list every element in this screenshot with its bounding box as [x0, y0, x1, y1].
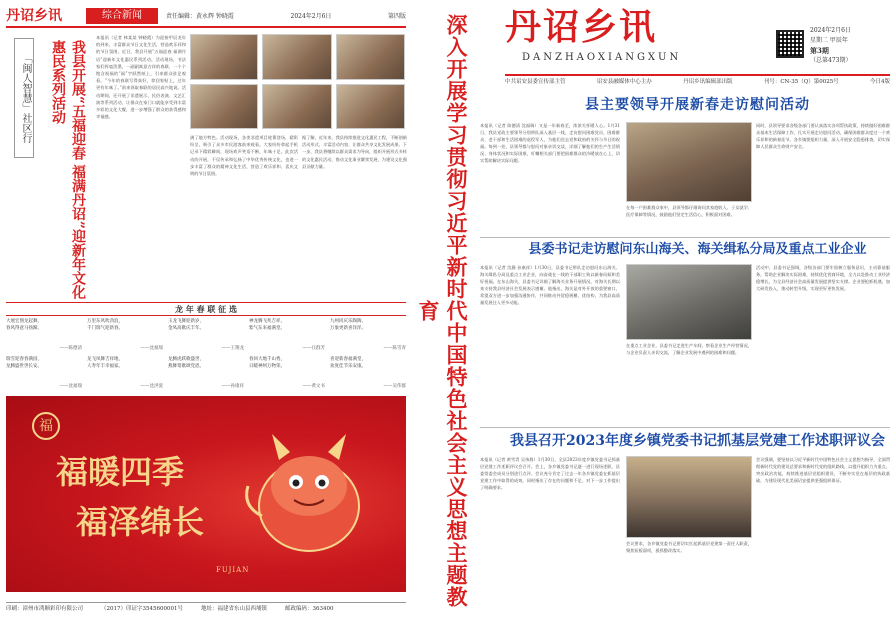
couplet-item: 神龙腾飞兆吉祥， 紫气东来福满堂。 ——汪群芳 — [249, 319, 325, 351]
banner-text-line1: 福暖四季 — [56, 453, 185, 491]
headline-2: 县委书记走访慰问东山海关、海关缉私分局及重点工业企业 — [528, 242, 867, 257]
article2-col3: 活动中，县委书记强调，各级各部门要牢固树立服务意识，主动靠前服务，帮助企业解决实际困难，持续优化营商环境，全力以赴推动工业经济稳增长，为全县经济社会高质量发展提供坚实支撑。企业要抢抓机遇，加大研发投入，推动转型升级，实现更好更快发展。 — [756, 265, 890, 291]
article-divider — [480, 427, 890, 428]
article1-photo — [626, 122, 752, 202]
info-item: 诏安县融媒体中心主办 — [596, 79, 652, 85]
couplet-item: 玉龙飞舞迎新岁， 金凤高歌庆丰年。 ——王翔龙 — [168, 319, 244, 351]
article3-col3: 会议强调，要坚持以习近平新时代中国特色社会主义思想为指导，全面贯彻新时代党的建设总要求和新时代党的组织路线，以提升组织力为重点，突出政治功能，持续推进基层党组织建设，不断夯实党在基层的执政基础，为建设现代化美丽诏安提供坚强组织保证。 — [756, 457, 890, 483]
left-page-logo: 丹诏乡讯 — [6, 8, 62, 24]
article-text-col1: 本报讯（记者 林某某 钟晓霞）为迎接甲辰龙年的到来，丰富群众节日文化生活，营造欢乐祥和的节日氛围，近日，我县开展“五福迎春 福满丹诏”迎新年文化惠民系列活动。活动现场，书法家们挥毫泼墨，一副副寓意吉祥的春联、一个个饱含祝福的“福”字跃然纸上，引来群众驻足观看。“今年的春联写得真好，拿回家贴上，过年更有年味了。”前来领取春联的居民高兴地说。活动期间，还开展了非遗展示、民俗表演、文艺汇演等系列活动，让群众在家门口就能享受到丰富多彩的文化大餐，进一步增强了群众的获得感和幸福感。 — [96, 35, 186, 120]
dragon-mascot-icon — [234, 416, 384, 566]
fu-badge-icon: 福 — [32, 412, 60, 440]
info-item: 今日4版 — [870, 79, 890, 85]
section-label: 综合新闻 — [86, 8, 158, 24]
article2-col1: 本报讯（记者 沈静 孙康祥）1月30日，县委书记带队走访慰问东山海关、海关缉私分局及重点工业企业，向奋战在一线的干部职工致以新春问候和美好祝福。在东山海关，县委书记详细了解海关业务开展情况，对海关长期以来支持我县经济社会发展表示感谢。他指出，海关是对外开放的重要窗口，希望双方进一步加强沟通协作，共同推动外贸稳规模、优结构，为我县高质量发展注入更多动能。 — [480, 265, 620, 305]
couplet-item: 万里东风吹劲浪， 千门瑞气迎新春。 ——沈福瑞 — [87, 319, 163, 351]
article1-col2: 在每一户困难群众家中，县领导都仔细询问其家庭收入、子女就学、医疗保障等情况，鼓励他们坚定生活信心，积极面对困难。 — [626, 205, 752, 217]
article-divider — [480, 237, 890, 238]
couplet-section-header — [6, 302, 406, 316]
article3-photo — [626, 456, 752, 538]
footer-item: 印刷：漳州市鸿顺彩印有限公司 — [6, 606, 84, 612]
photo — [190, 84, 258, 129]
article3-col2: 会议要求，各乡镇党委书记要切实扛起抓基层党建第一责任人职责，聚焦短板弱项，狠抓整改落实。 — [626, 541, 752, 553]
info-item: 刊号：CN-35（Q）第0025号 — [763, 79, 839, 85]
couplet-item: 喜迎新春福满堂， 欢度佳节乐安康。 ——吴伟群 — [330, 357, 406, 389]
masthead-info-bar — [505, 74, 890, 86]
banner-text-line2: 福泽绵长 — [76, 503, 205, 541]
article2-photo — [626, 264, 752, 340]
left-page-number: 第四版 — [387, 13, 406, 20]
left-page-meta — [166, 10, 406, 24]
banner-tag: FUJIAN — [216, 566, 250, 574]
article-vertical-title: 我县开展“五福迎春 福满丹诏”迎新年文化惠民系列活动 — [50, 40, 86, 299]
left-page-footer — [6, 602, 406, 614]
photo — [336, 34, 405, 80]
couplet-item: 龙腾虎跃歌盛世， 燕舞莺歌颂党恩。 ——孙康祥 — [168, 357, 244, 389]
photo — [262, 34, 332, 80]
couplet-item: 瑞雪迎春春满园， 龙腾盛世世长安。 ——沈福瑞 — [6, 357, 82, 389]
info-item: 中共诏安县委宣传部主管 — [505, 79, 566, 85]
couplet-item: 大展宏图龙起舞， 春风得意马扬蹄。 ——陈德清 — [6, 319, 82, 351]
article-text-col2: 满了地方特色。活动现场，各类非遗项目轮番登场，精彩纷呈，吸引了众多市民游客前来观看。大家纷纷拿起手机记录下精彩瞬间，现场欢声笑语不断，年味十足。此次活动的开展，不仅传承和弘扬了中华优秀传统文化，也进一步丰富了群众的精神文化生活，营造了欢乐祥和、喜庆文明的节日氛围。 — [190, 135, 298, 177]
editor-credit: 责任编辑：黄永辉 钟晓霞 — [166, 13, 234, 20]
center-vertical-title: 深入开展学习贯彻习近平新时代中国特色社会主义思想主题教育 — [416, 14, 469, 608]
headline-3: 我县召开2023年度乡镇党委书记抓基层党建工作述职评议会 — [510, 433, 885, 449]
article2-col2: 在重点工业企业，县委书记走进生产车间，察看企业生产经营情况，与企业负责人亲切交流，了解企业发展中遇到的困难和问题。 — [626, 343, 752, 355]
issue-date: 2024年2月6日 — [810, 27, 851, 34]
photo — [262, 84, 332, 129]
couplet-grid — [6, 318, 406, 390]
issue-total: （总第473期） — [810, 57, 852, 64]
article-text-col3: 据了解，近年来，我县持续推进文化惠民工程，不断创新活动形式，丰富活动内容，让群众共享文化发展成果。下一步，我县将继续以群众需求为导向，组织开展形式多样的文化惠民活动，推动文化事业繁荣发展，为建设文化强县贡献力量。 — [302, 135, 407, 169]
masthead-pinyin: DANZHAOXIANGXUN — [522, 52, 682, 63]
footer-item: 邮政编码：363400 — [285, 606, 334, 612]
couplet-section-title: 龙 年 春 联 征 选 — [175, 304, 237, 314]
footer-item: （2017）印证字3545600001号 — [101, 606, 184, 612]
issue-info — [810, 26, 890, 70]
issue-weekday: 星期二 甲辰年 — [810, 37, 848, 44]
qr-code-icon — [776, 30, 804, 58]
footer-item: 地址：福建省东山县西埔镇 — [201, 606, 268, 612]
column-tag: 「闽人智慧」社区行 — [14, 38, 34, 158]
photo — [336, 84, 405, 129]
headline-1: 县主要领导开展新春走访慰问活动 — [585, 97, 810, 113]
couplet-item: 九州同庆乐陶陶， 万象更新喜洋洋。 ——陈雪青 — [330, 319, 406, 351]
left-page-header — [6, 6, 406, 28]
article-photos — [190, 34, 405, 129]
couplet-item: 龙飞凤舞吉祥地， 人寿年丰幸福家。 ——沈洪爱 — [87, 357, 163, 389]
left-page-date: 2024年2月6日 — [290, 13, 332, 20]
photo — [190, 34, 258, 80]
article1-col3: 同时，县领导要求各级各部门要认真落实各项帮扶政策，持续做好困难群众基本生活保障工作，扎实开展走访慰问活动，确保困难群众度过一个欢乐祥和的新春佳节。各乡镇要组织力量，深入开展安全隐患排查，切实保障人民群众生命财产安全。 — [756, 123, 890, 149]
new-year-banner — [6, 396, 406, 592]
article3-col1: 本报讯（记者 黄雪青 吴伟群）1月30日，全县2023年度乡镇党委书记抓基层党建工作述职评议会召开。会上，各乡镇党委书记逐一进行现场述职，县委常委会成员分别进行点评。会议充分肯定了过去一年各乡镇党委在抓基层党建工作中取得的成效，同时指出了存在的问题和不足，对下一步工作提出了明确要求。 — [480, 457, 620, 490]
couplet-item: 春回大地千山秀， 日暖神州万物荣。 ——黄文书 — [249, 357, 325, 389]
info-item: 丹诏乡讯编辑部出版 — [683, 79, 733, 85]
issue-number: 第3期 — [810, 46, 829, 55]
article1-col1: 本报讯（记者 陈德清 沈福瑞）又是一年新春至，浓浓关怀暖人心。1月31日，我县党政主要领导分别带队深入基层一线，走访慰问困难党员、困难群众、老干部和生活困难的退役军人，为他们送去党和政府的关怀与节日的祝福。每到一处，县领导都与慰问对象亲切交谈，详细了解他们的生产生活情况、身体状况和实际困难，叮嘱相关部门要把困难群众的冷暖放在心上，切实帮助解决实际问题。 — [480, 123, 620, 163]
masthead: 丹诏乡讯 — [505, 6, 658, 48]
left-page — [0, 0, 415, 622]
